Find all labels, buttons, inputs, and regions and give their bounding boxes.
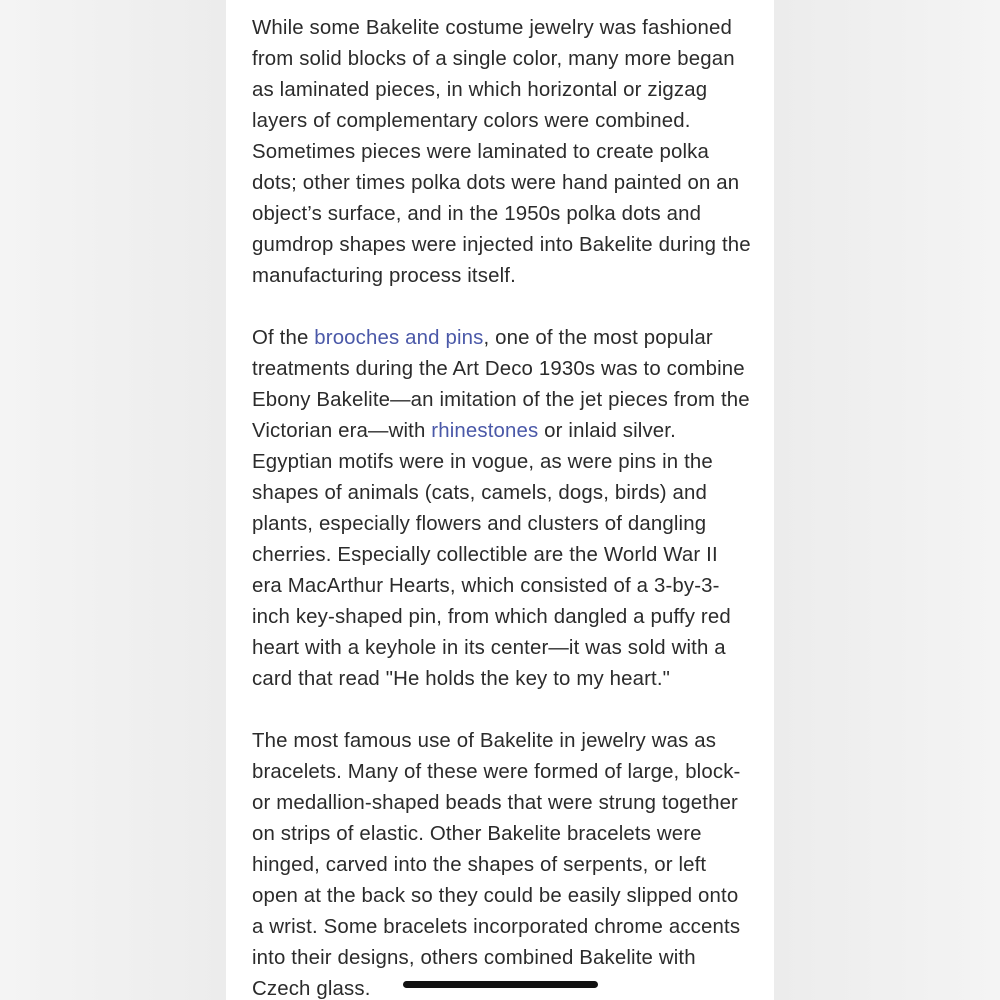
rhinestones-link[interactable]: rhinestones [431,420,539,442]
paragraph-laminated-pieces: While some Bakelite costume jewelry was fashioned from solid blocks of a single color, many more began as laminated pieces, in which horizontal or zigzag layers of complementary colors were combined. Sometimes pieces were laminated to create polka dots; other times polka dots were hand painted on an object’s surface, and in the 1950s polka dots and gumdrop shapes were injected into Bakelite during the manufacturing process itself. [252,17,751,287]
paragraph-text: , one of the most popular treatments during the Art Deco 1930s was to combine Ebony Bakelite—an imitation of the jet pieces from the Victorian era—with [252,327,750,442]
article-body [252,13,752,1000]
paragraph-text: Of the [252,327,315,349]
backdrop-left [0,0,226,1000]
paragraph-brooches-and-pins [252,323,752,695]
brooches-and-pins-link[interactable]: brooches and pins [314,327,484,349]
paragraph-bracelets: The most famous use of Bakelite in jewelry was as bracelets. Many of these were formed of large, block- or medallion-shaped beads that were strung together on strips of elastic. Other Bakelite bracelets were hinged, carved into the shapes of serpents, or left open at the back so they could be easily slipped onto a wrist. Some bracelets incorporated chrome accents into their designs, others combined Bakelite with Czech glass. [252,730,741,1000]
backdrop-right [774,0,1000,1000]
paragraph-text: or inlaid silver. Egyptian motifs were in vogue, as were pins in the shapes of animals (cats, camels, dogs, birds) and plants, especially flowers and clusters of dangling cherries. Especially collectible are the World War II era MacArthur Hearts, which consisted of a 3-by-3-inch key-shaped pin, from which dangled a puffy red heart with a keyhole in its center—it was sold with a card that read "He holds the key to my heart." [252,420,731,690]
home-indicator[interactable] [403,981,598,988]
phone-screen[interactable] [226,0,774,1000]
